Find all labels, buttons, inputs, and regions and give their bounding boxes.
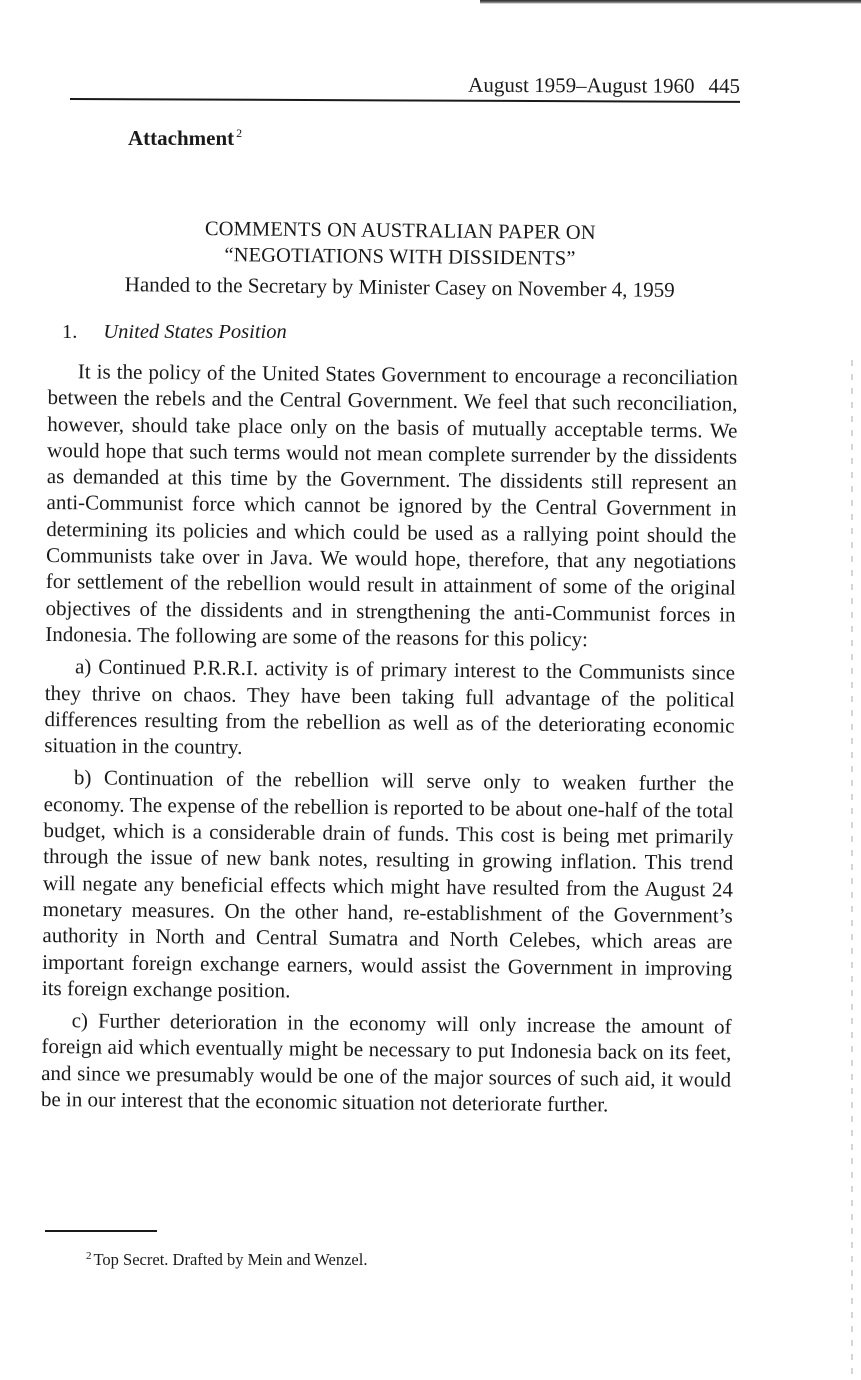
footnote-marker: 2	[86, 1250, 92, 1262]
footnote-ref: 2	[236, 126, 243, 140]
section-number: 1.	[62, 321, 78, 343]
attachment-heading	[128, 126, 242, 151]
attachment-label: Attachment	[128, 126, 235, 150]
running-head	[70, 68, 740, 103]
section-title: United States Position	[103, 321, 287, 343]
paragraph-intro: It is the policy of the United States Government to encourage a reconciliation between the rebels and the Central Government. We feel that such reconciliation, however, should take place only on the basis of mutually acceptable terms. We would hope that such terms would not mean complete surrender by the dissidents as demanded at this time by the Government. The dissidents still represent an anti-Communist force which cannot be ignored by the Central Government in determining its policies and which could be used as a rallying point should the Communists take over in Java. We would hope, therefore, that any negotiations for settlement of the rebellion would result in attainment of some of the original objectives of the dissidents and in strengthening the anti-Communist forces in Indonesia. The following are some of the reasons for this policy:	[45, 359, 738, 652]
paragraph-item-c: c) Further deterioration in the economy will only increase the amount of foreign aid which eventually might be necessary to put Indonesia back on its feet, and since we presumably would be one of the major sources of such aid, it would be in our interest that the economic situation not deteriorate further.	[40, 1008, 732, 1117]
title-subtitle: Handed to the Secretary by Minister Casey on November 4, 1959	[124, 272, 675, 302]
document-title	[60, 214, 741, 305]
running-head-text	[468, 73, 740, 99]
scan-edge-right	[851, 360, 853, 1380]
title-line-2: “NEGOTIATIONS WITH DISSIDENTS”	[224, 244, 576, 270]
section-heading	[62, 321, 287, 344]
footnote	[86, 1250, 367, 1270]
footnote-text: Top Secret. Drafted by Mein and Wenzel.	[93, 1250, 368, 1269]
running-head-title: August 1959–August 1960	[468, 72, 695, 98]
paragraph-item-a: a) Continued P.R.R.I. activity is of primary interest to the Communists since they thrive on chaos. They have been taking full advantage of the political differences resulting from the rebellion as well as of the deteriorating economic situation in the country.	[44, 654, 736, 760]
scan-shadow-top	[480, 0, 861, 4]
title-line-1: COMMENTS ON AUSTRALIAN PAPER ON	[204, 217, 596, 245]
paragraph-item-b: b) Continuation of the rebellion will serve only to weaken further the economy. The expense of the rebellion is reported to be about one-half of the total budget, which is a considerable drain of funds. This cost is being met primarily through the issue of new bank notes, resulting in growing inflation. This trend will negate any beneficial effects which might have resulted from the August 24 monetary measures. On the other hand, re-establishment of the Government’s authority in North and Central Sumatra and North Celebes, which areas are important foreign exchange earners, would assist the Government in improving its foreign exchange position.	[41, 765, 735, 1003]
page-number: 445	[708, 73, 741, 98]
body-text	[41, 358, 738, 1125]
footnote-rule	[45, 1230, 157, 1232]
